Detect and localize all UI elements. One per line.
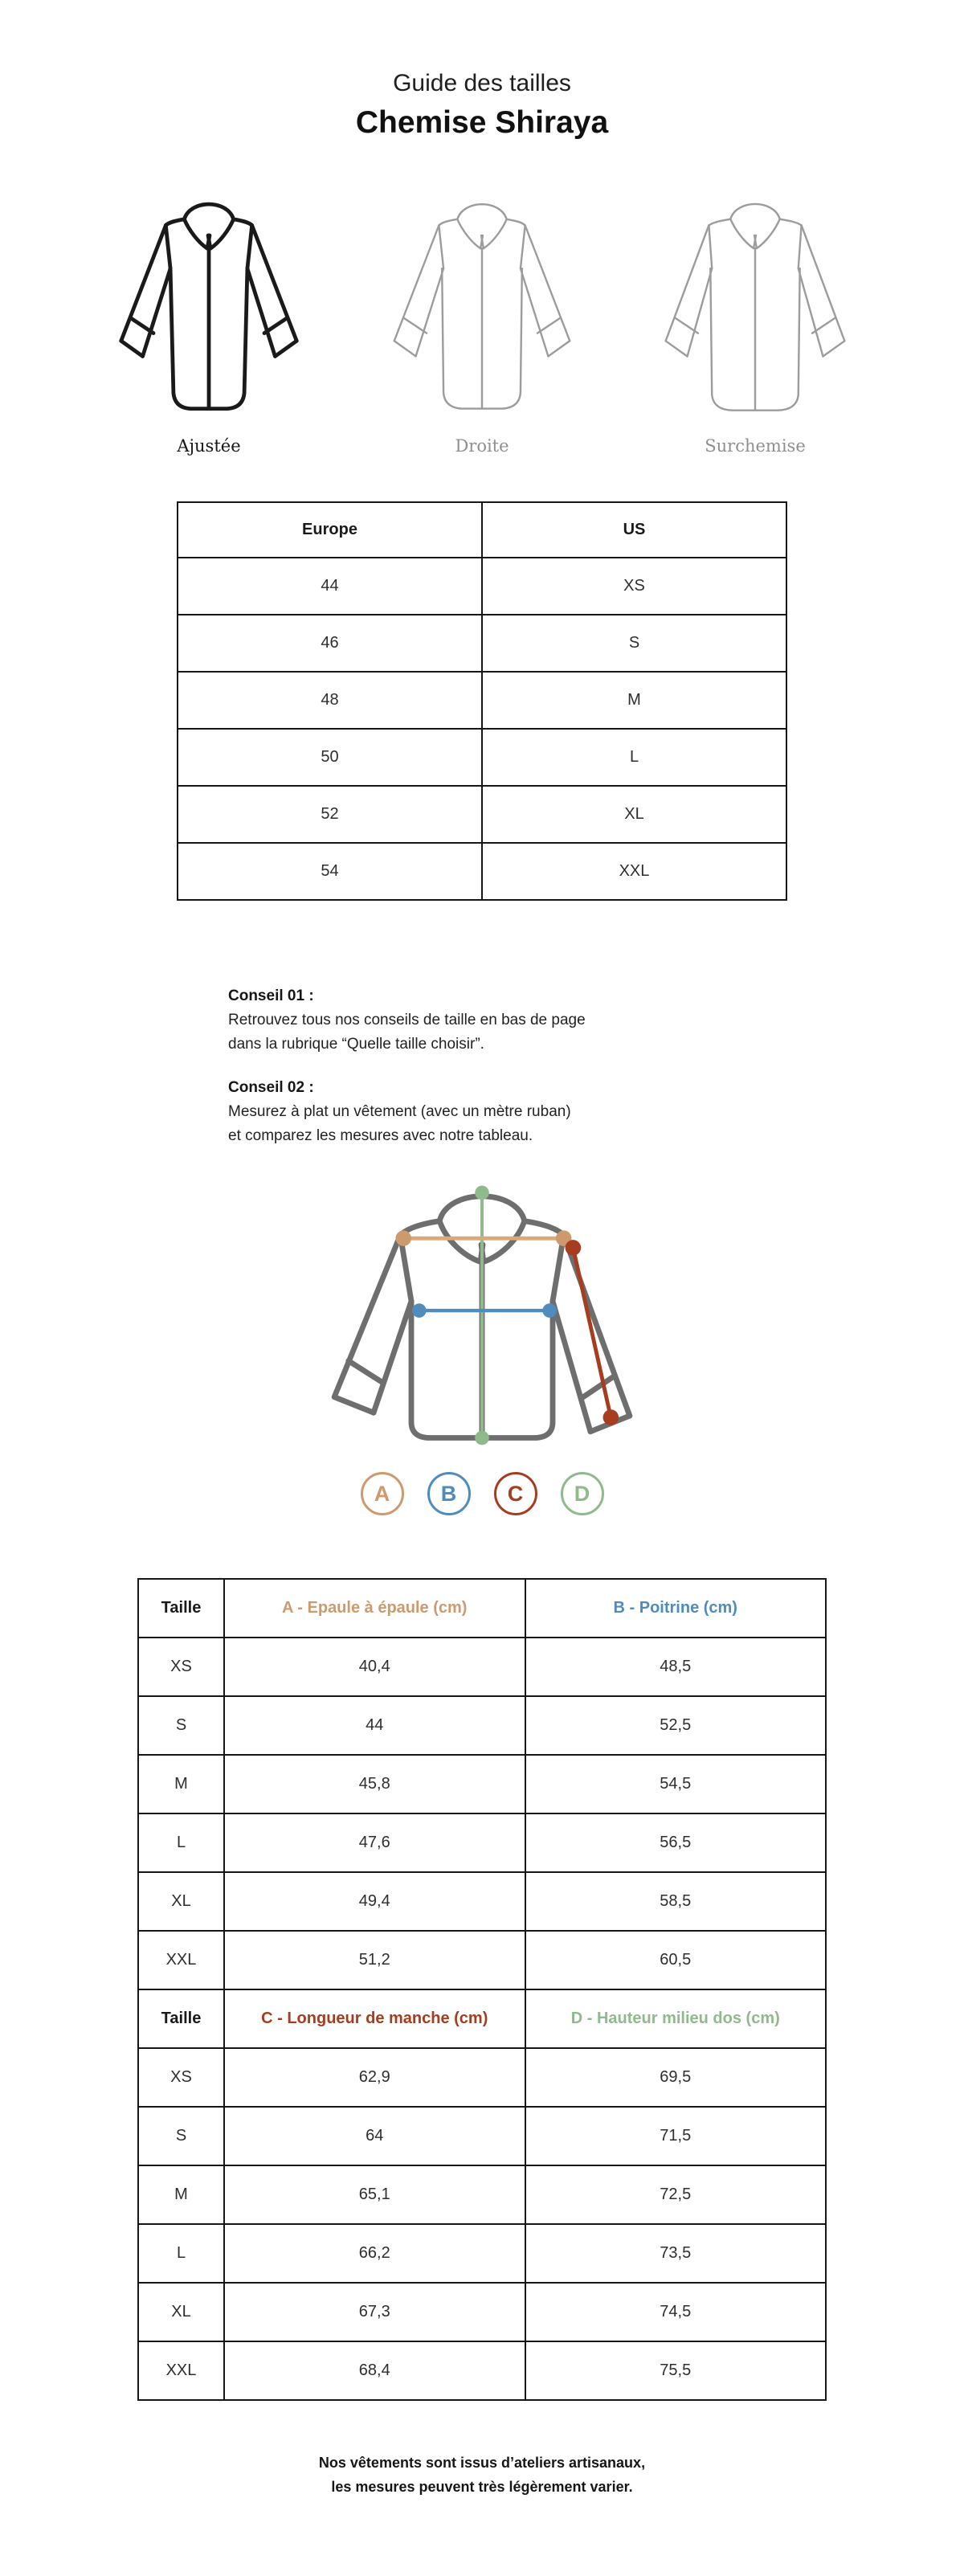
shirt-overshirt-icon (658, 193, 852, 424)
table-row (178, 843, 786, 900)
table-cell: 51,2 (224, 1931, 525, 1989)
footer-line: Nos vêtements sont issus d’ateliers artisanaux, (318, 2455, 646, 2471)
tip-01-line: dans la rubrique “Quelle taille choisir”. (228, 1036, 484, 1053)
table-cell: 52,5 (525, 1696, 827, 1755)
tips-section (177, 984, 787, 1148)
table-row (138, 1931, 826, 1989)
header-shoulder: A - Epaule à épaule (cm) (224, 1579, 525, 1638)
column-header-us: US (482, 502, 786, 558)
table-row (138, 1872, 826, 1931)
header-taille-2: Taille (138, 1989, 224, 2048)
table-row (138, 2048, 826, 2107)
table-cell: 66,2 (224, 2224, 525, 2283)
shirt-straight-icon (390, 193, 574, 424)
table-row (138, 2283, 826, 2341)
header-sleeve: C - Longueur de manche (cm) (224, 1989, 525, 2048)
table-cell: 46 (178, 615, 482, 672)
table-cell: 49,4 (224, 1872, 525, 1931)
table-cell: XXL (482, 843, 786, 900)
table-cell: 47,6 (224, 1813, 525, 1872)
table-row (178, 729, 786, 786)
header-chest: B - Poitrine (cm) (525, 1579, 827, 1638)
table-cell: 72,5 (525, 2165, 827, 2224)
table-cell: 48 (178, 672, 482, 729)
header-back: D - Hauteur milieu dos (cm) (525, 1989, 827, 2048)
table-cell: 52 (178, 786, 482, 843)
table-cell: 64 (224, 2107, 525, 2165)
table-cell: XL (138, 2283, 224, 2341)
table-cell: L (482, 729, 786, 786)
fit-label-ajustee: Ajustée (177, 436, 241, 456)
table-cell: 68,4 (224, 2341, 525, 2400)
table-cell: 73,5 (525, 2224, 827, 2283)
fit-option-surchemise[interactable] (635, 193, 876, 456)
table-cell: XXL (138, 2341, 224, 2400)
table-cell: 65,1 (224, 2165, 525, 2224)
table-cell: XXL (138, 1931, 224, 1989)
table-cell: M (138, 1755, 224, 1813)
page-title: Chemise Shiraya (355, 105, 609, 140)
legend-c-badge: C (494, 1472, 537, 1515)
table-cell: M (482, 672, 786, 729)
table-cell: 44 (224, 1696, 525, 1755)
size-conversion-table (177, 501, 787, 901)
fit-options (88, 193, 876, 456)
table-row (138, 2341, 826, 2400)
table-row (138, 1755, 826, 1813)
table-cell: 54,5 (525, 1755, 827, 1813)
measurements-table (137, 1578, 827, 2401)
tip-01 (228, 984, 787, 1057)
legend-b-badge: B (427, 1472, 471, 1515)
tip-02-line: et comparez les mesures avec notre tableau. (228, 1127, 533, 1144)
table-cell: 54 (178, 843, 482, 900)
table-row (138, 1638, 826, 1696)
table-row (138, 2224, 826, 2283)
table-row (138, 2165, 826, 2224)
table-cell: 69,5 (525, 2048, 827, 2107)
table-cell: 60,5 (525, 1931, 827, 1989)
measurement-diagram (297, 1172, 667, 1459)
table-cell: 40,4 (224, 1638, 525, 1696)
table-cell: L (138, 1813, 224, 1872)
fit-label-surchemise: Surchemise (705, 436, 806, 456)
tip-01-line: Retrouvez tous nos conseils de taille en bas de page (228, 1012, 586, 1028)
table-cell: 67,3 (224, 2283, 525, 2341)
footer-line: les mesures peuvent très légèrement varier. (331, 2479, 633, 2495)
tip-02-title: Conseil 02 : (228, 1079, 314, 1096)
table-row (178, 672, 786, 729)
table-row (178, 558, 786, 615)
measure-line-d (475, 1186, 489, 1445)
measured-shirt-icon (297, 1172, 667, 1455)
table-cell: XS (138, 1638, 224, 1696)
table-cell: XL (482, 786, 786, 843)
table-cell: XS (138, 2048, 224, 2107)
fit-label-droite: Droite (455, 436, 509, 456)
tip-01-title: Conseil 01 : (228, 987, 314, 1004)
table-cell: 62,9 (224, 2048, 525, 2107)
table-cell: M (138, 2165, 224, 2224)
table-cell: 71,5 (525, 2107, 827, 2165)
table-row (178, 786, 786, 843)
table-cell: S (138, 2107, 224, 2165)
tip-02 (228, 1076, 787, 1148)
legend-a-badge: A (361, 1472, 404, 1515)
table-cell: 74,5 (525, 2283, 827, 2341)
fit-option-ajustee[interactable] (88, 193, 329, 456)
table-cell: 58,5 (525, 1872, 827, 1931)
table-row (138, 1813, 826, 1872)
header-taille-1: Taille (138, 1579, 224, 1638)
table-cell: L (138, 2224, 224, 2283)
table-row (178, 615, 786, 672)
table-cell: XL (138, 1872, 224, 1931)
shirt-fitted-icon (116, 193, 301, 424)
table-cell: 56,5 (525, 1813, 827, 1872)
page-subtitle: Guide des tailles (393, 70, 571, 96)
table-row (138, 1696, 826, 1755)
column-header-europe: Europe (178, 502, 482, 558)
table-cell: 48,5 (525, 1638, 827, 1696)
footer-note (0, 2451, 964, 2576)
table-cell: 44 (178, 558, 482, 615)
table-cell: S (482, 615, 786, 672)
table-cell: XS (482, 558, 786, 615)
tip-02-line: Mesurez à plat un vêtement (avec un mètre ruban) (228, 1103, 571, 1120)
table-cell: 50 (178, 729, 482, 786)
table-cell: 75,5 (525, 2341, 827, 2400)
measure-legend (0, 1472, 964, 1515)
legend-d-badge: D (561, 1472, 604, 1515)
table-cell: S (138, 1696, 224, 1755)
fit-option-droite[interactable] (362, 193, 602, 456)
table-cell: 45,8 (224, 1755, 525, 1813)
table-row (138, 2107, 826, 2165)
